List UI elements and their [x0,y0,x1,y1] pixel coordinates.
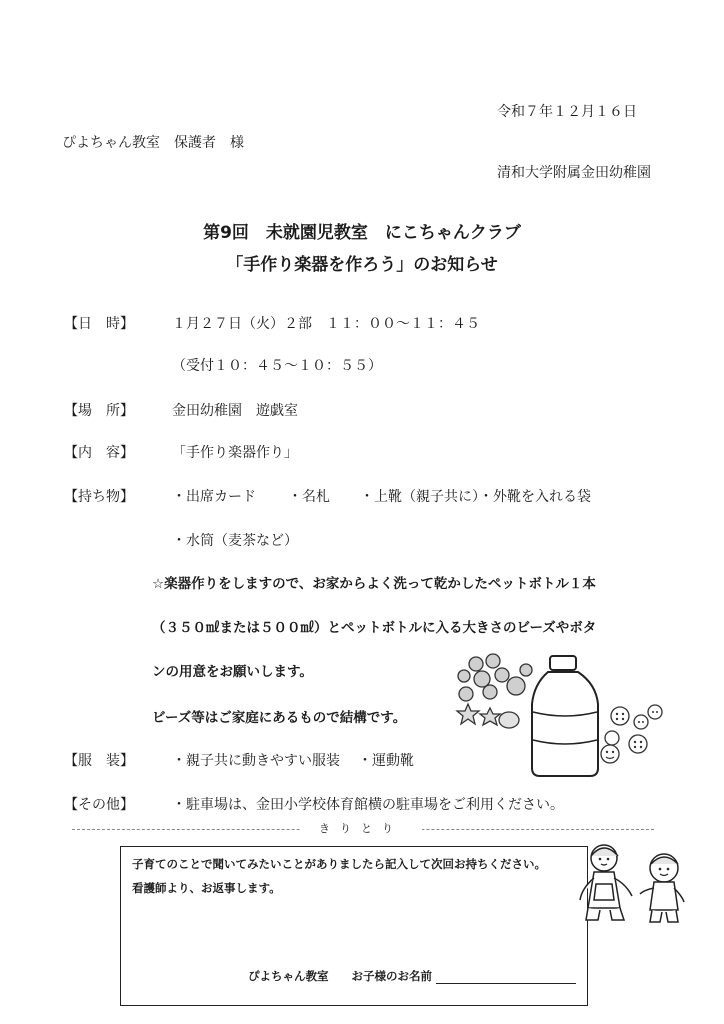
cut-label: きりとり [300,820,422,836]
item-water-bottle: ・水筒（麦茶など） [172,533,298,549]
item-indoor-shoes: ・上靴（親子共に）・外靴を入れる袋 [360,489,591,505]
other-value: ・駐車場は、金田小学校体育館横の駐車場をご利用ください。 [172,797,564,813]
note-line-1: ☆楽器作りをしますので、お家からよく洗って乾かしたペットボトル１本 [152,576,596,592]
child-name-field[interactable] [248,968,576,984]
other-label: 【その他】 [64,797,134,813]
item-attendance-card: ・出席カード [172,489,256,505]
content-label: 【内 容】 [64,445,134,461]
item-name-tag: ・名札 [288,489,330,505]
child-name-blank[interactable] [436,969,576,984]
note-line-3: ンの用意をお願いします。 [152,664,313,680]
issue-date: 令和７年１２月１６日 [497,104,637,120]
recipient: ぴよちゃん教室 保護者 様 [62,135,244,151]
datetime-label: 【日 時】 [64,316,134,332]
datetime-value: １月２７日（火）２部 １１：００～１１：４５ [172,316,480,332]
content-value: 「手作り楽器作り」 [172,445,298,461]
clothes-item-sneakers: ・運動靴 [358,753,414,769]
bottle-and-beads-illustration [452,650,668,782]
clothes-label: 【服 装】 [64,753,134,769]
place-label: 【場 所】 [64,403,134,419]
clothes-item-comfortable: ・親子共に動きやすい服装 [172,753,340,769]
items-label: 【持ち物】 [64,489,134,505]
note-line-2: （３５０㎖または５００㎖）とペットボトルに入る大きさのビーズやボタ [152,620,597,636]
sender: 清和大学附属金田幼稚園 [497,165,651,181]
title-line-1: 第9回 未就園児教室 にこちゃんクラブ [203,223,521,243]
nurse-and-child-illustration [574,838,692,926]
child-name-label: ぴよちゃん教室 お子様のお名前 [248,969,432,983]
reception-time: （受付１０：４５～１０：５５） [172,358,382,374]
note-line-4: ビーズ等はご家庭にあるもので結構です。 [152,710,407,726]
place-value: 金田幼稚園 遊戯室 [172,403,298,419]
reply-instruction-2: 看護師より、お返事します。 [132,881,281,895]
reply-instruction-1: 子育てのことで聞いてみたいことがありましたら記入して次回お持ちください。 [132,857,546,871]
title-line-2: 「手作り楽器を作ろう」のお知らせ [226,255,498,275]
